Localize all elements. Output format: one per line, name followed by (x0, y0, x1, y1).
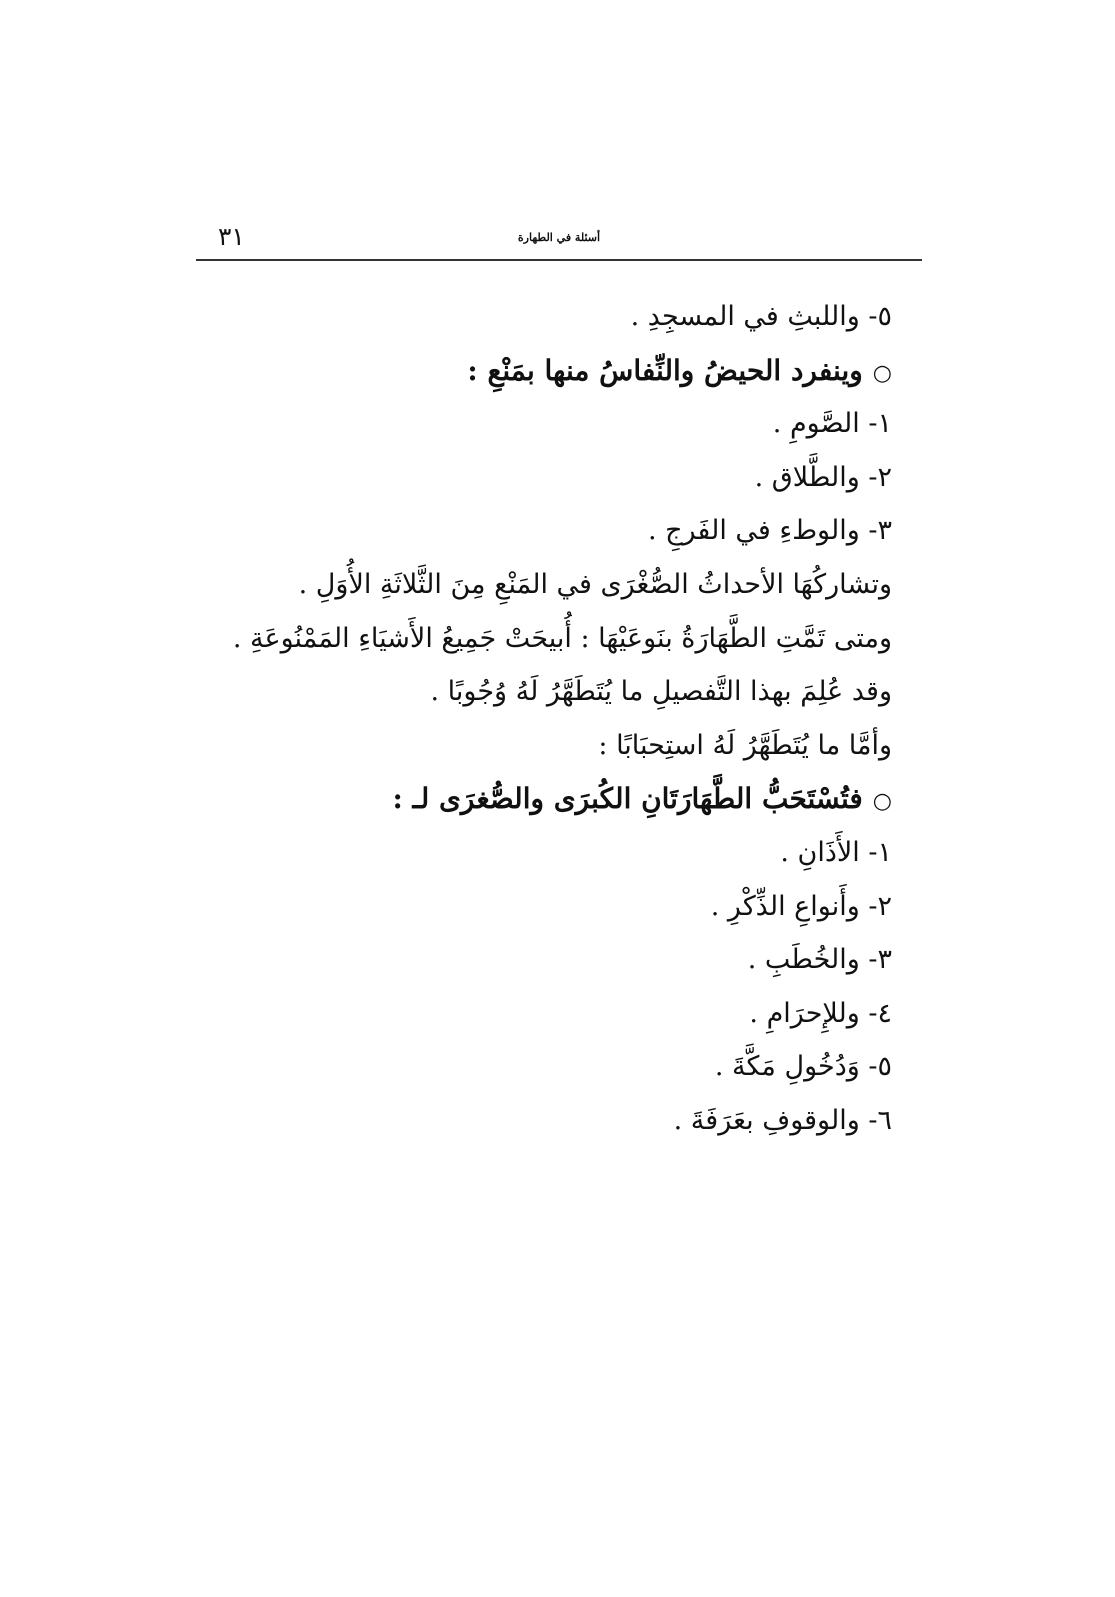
line-text: فتُسْتَحَبُّ الطَّهَارَتَانِ الكُبرَى والصُّغرَى لـ : (392, 782, 863, 816)
page-body (196, 290, 892, 1148)
list-item (196, 290, 892, 344)
list-item (196, 933, 892, 987)
list-item (196, 397, 892, 451)
paragraph-line (196, 612, 892, 666)
line-text: ٢- وأَنواعِ الذِّكْرِ . (710, 890, 892, 922)
header-divider (196, 259, 922, 261)
line-text: ٥- واللبثِ في المسجِدِ . (630, 301, 892, 332)
line-text: ١- الصَّومِ . (772, 408, 892, 440)
line-text: ٥- وَدُخُولِ مَكَّةَ . (714, 1051, 892, 1083)
circle-bullet-icon: ○ (872, 360, 892, 386)
line-text: وأمَّا ما يُتَطَهَّرُ لَهُ استِحبَابًا : (598, 729, 892, 761)
line-text: ٣- والخُطَبِ . (747, 944, 892, 976)
line-text: وتشاركُهَا الأحداثُ الصُّغْرَى في المَنْعِ مِنَ الثَّلاثَةِ الأُوَلِ . (298, 568, 892, 600)
circle-bullet-icon: ○ (872, 789, 892, 815)
list-item (196, 1040, 892, 1094)
list-item (196, 451, 892, 505)
line-text: وينفرد الحيضُ والنِّفاسُ منها بمَنْعِ : (467, 353, 863, 387)
line-text: وقد عُلِمَ بهذا التَّفصيلِ ما يُتَطَهَّرُ لَهُ وُجُوبًا . (430, 676, 892, 708)
page-header (196, 222, 922, 258)
list-item (196, 504, 892, 558)
line-text: ٣- والوطءِ في الفَرجِ . (647, 515, 892, 547)
list-item (196, 987, 892, 1041)
list-item (196, 1094, 892, 1148)
line-text: ومتى تَمَّتِ الطَّهَارَةُ بنَوعَيْهَا : أُبيحَتْ جَمِيعُ الأَشيَاءِ المَمْنُوعَةِ . (232, 622, 892, 654)
line-text: ٦- والوقوفِ بعَرَفَةَ . (673, 1104, 892, 1136)
section-heading (196, 344, 892, 398)
paragraph-line (196, 558, 892, 612)
paragraph-line (196, 719, 892, 773)
list-item (196, 826, 892, 880)
list-item (196, 880, 892, 934)
running-title: أسئلة في الطهارة (517, 231, 601, 244)
paragraph-line (196, 665, 892, 719)
section-heading (196, 772, 892, 826)
page-number: ٣١ (218, 222, 245, 251)
line-text: ٤- وللإِحرَامِ . (749, 997, 892, 1029)
line-text: ٢- والطَّلاق . (754, 461, 892, 493)
line-text: ١- الأَذَانِ . (780, 836, 892, 868)
